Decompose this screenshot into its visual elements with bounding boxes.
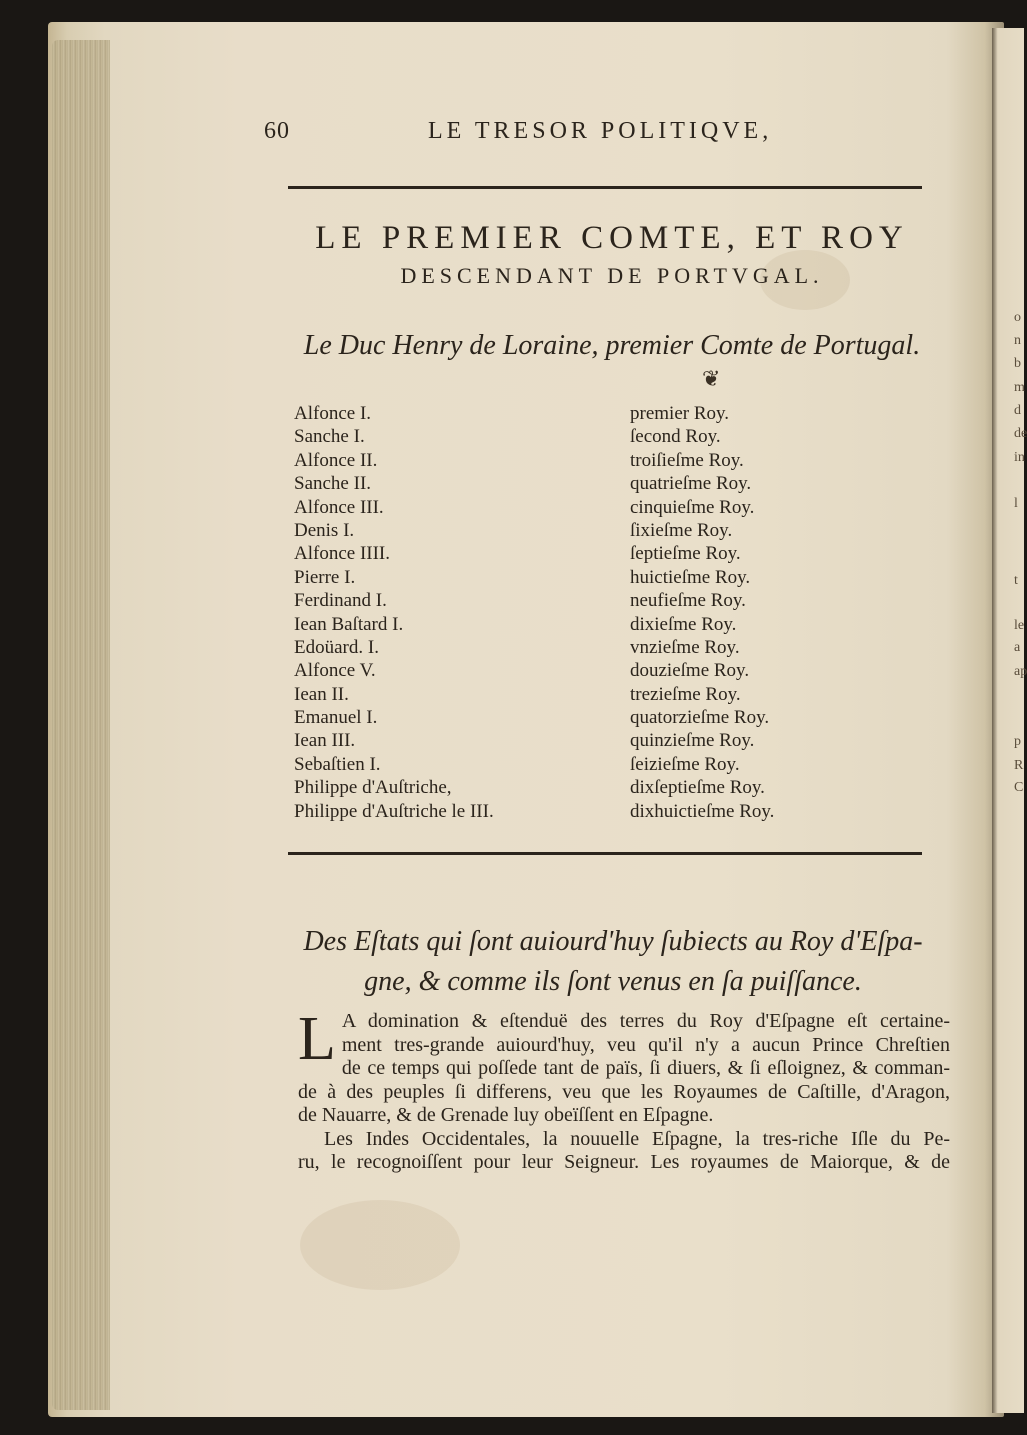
king-name: Sebaſtien I. — [294, 753, 381, 775]
king-row — [294, 613, 944, 636]
margin-fragment: m — [1014, 380, 1025, 395]
king-ordinal: dixſeptieſme Roy. — [630, 777, 765, 799]
king-row — [294, 800, 944, 823]
king-name: Ferdinand I. — [294, 590, 387, 612]
king-name: Alfonce I. — [294, 403, 372, 424]
chapter-title: LE PREMIER COMTE, ET ROY — [315, 220, 909, 256]
king-ordinal: ſixieſme Roy. — [630, 519, 733, 541]
margin-fragment: d — [1014, 403, 1021, 418]
section-heading-line: Des Eſtats qui ſont auiourd'huy ſubiects au Roy d'Eſpa- — [303, 926, 923, 957]
running-head — [112, 118, 992, 148]
margin-fragment: C — [1014, 780, 1024, 795]
king-row — [294, 776, 944, 799]
text-line: ru, le recognoiſſent pour leur Seigneur. Les royaumes de Maiorque, & de — [298, 1151, 950, 1173]
king-ordinal: ſeizieſme Roy. — [630, 753, 740, 775]
king-name: Sanche I. — [294, 426, 365, 448]
margin-fragment: R — [1014, 758, 1024, 773]
king-ordinal: quatorzieſme Roy. — [630, 707, 770, 729]
king-name: Iean Baſtard I. — [294, 613, 404, 635]
king-row — [294, 706, 944, 729]
page-number: 60 — [264, 118, 290, 144]
king-ordinal: quinzieſme Roy. — [630, 730, 755, 752]
king-ordinal: troiſieſme Roy. — [630, 449, 744, 471]
king-row — [294, 425, 944, 448]
section-rule — [288, 852, 922, 855]
king-name: Philippe d'Auſtriche, — [294, 777, 452, 799]
king-row — [294, 542, 944, 565]
king-name: Alfonce IIII. — [294, 543, 391, 565]
king-row — [294, 449, 944, 472]
text-line: ment tres-grande auiourd'huy, veu qu'il n'y a aucun Prince Chreſtien — [341, 1033, 950, 1056]
king-ordinal: quatrieſme Roy. — [630, 473, 752, 495]
margin-fragment: a — [1014, 640, 1021, 655]
king-name: Philippe d'Auſtriche le III. — [294, 800, 494, 822]
chapter-subtitle: DESCENDANT DE PORTVGAL. — [400, 263, 824, 288]
margin-fragment: b — [1014, 356, 1021, 371]
drop-cap: L — [298, 1005, 336, 1073]
king-row — [294, 566, 944, 589]
king-ordinal: neufieſme Roy. — [630, 590, 746, 612]
king-row — [294, 753, 944, 776]
king-name: Pierre I. — [294, 566, 356, 588]
king-name: Alfonce III. — [294, 496, 384, 518]
king-ordinal: douzieſme Roy. — [630, 660, 750, 682]
running-title: LE TRESOR POLITIQVE, — [428, 118, 773, 144]
king-name: Iean II. — [294, 683, 349, 705]
king-ordinal: vnzieſme Roy. — [630, 636, 740, 658]
king-row — [294, 472, 944, 495]
king-name: Edoüard. I. — [294, 636, 379, 658]
text-line: Les Indes Occidentales, la nouuelle Eſpagne, la tres-riche Iſle du Pe- — [324, 1127, 950, 1150]
king-name: Sanche II. — [294, 473, 372, 495]
margin-fragment: le — [1014, 618, 1025, 633]
margin-fragment: o — [1014, 310, 1021, 325]
fleuron-ornament: ❦ — [702, 366, 721, 391]
text-line: de ce temps qui poſſede tant de païs, ſi diuers, & ſi eſloignez, & comman- — [341, 1057, 950, 1079]
kings-list — [294, 402, 944, 823]
king-ordinal: trezieſme Roy. — [630, 683, 741, 705]
king-row — [294, 589, 944, 612]
top-rule — [288, 186, 922, 189]
king-ordinal: premier Roy. — [630, 403, 730, 424]
facing-page-edge — [992, 28, 1027, 1413]
section-heading-line: gne, & comme ils ſont venus en ſa puiſſance. — [364, 966, 862, 997]
king-ordinal: cinquieſme Roy. — [630, 496, 755, 518]
text-line: de Nauarre, & de Grenade luy obeïſſent en Eſpagne. — [298, 1104, 714, 1126]
king-row — [294, 729, 944, 752]
king-name: Emanuel I. — [294, 707, 378, 729]
margin-fragment: de — [1014, 426, 1027, 441]
section-heading — [288, 922, 938, 1002]
king-name: Alfonce V. — [294, 660, 376, 682]
margin-fragment: n — [1014, 333, 1021, 348]
king-row — [294, 519, 944, 542]
margin-fragment: ap — [1014, 664, 1027, 679]
genealogy-heading: Le Duc Henry de Loraine, premier Comte de Portugal. — [303, 330, 921, 361]
king-row — [294, 402, 944, 425]
king-row — [294, 683, 944, 706]
king-name: Alfonce II. — [294, 449, 378, 471]
page-edges — [52, 40, 110, 1410]
king-row — [294, 636, 944, 659]
king-ordinal: dixieſme Roy. — [630, 613, 737, 635]
king-row — [294, 659, 944, 682]
body-text — [298, 1005, 950, 1175]
margin-fragment: in — [1014, 450, 1025, 465]
margin-fragment: t — [1014, 573, 1018, 588]
king-ordinal: ſeptieſme Roy. — [630, 543, 741, 565]
king-ordinal: dixhuictieſme Roy. — [630, 800, 775, 822]
king-name: Iean III. — [294, 730, 356, 752]
text-line: de à des peuples ſi differens, veu que les Royaumes de Caſtille, d'Aragon, — [298, 1080, 950, 1103]
king-ordinal: ſecond Roy. — [630, 426, 721, 448]
left-page — [112, 30, 992, 1410]
margin-fragment: p — [1014, 734, 1021, 749]
king-name: Denis I. — [294, 519, 355, 541]
margin-fragment: l — [1014, 496, 1018, 511]
king-row — [294, 496, 944, 519]
text-line: A domination & eſtenduë des terres du Roy d'Eſpagne eſt certaine- — [341, 1010, 950, 1032]
king-ordinal: huictieſme Roy. — [630, 566, 751, 588]
